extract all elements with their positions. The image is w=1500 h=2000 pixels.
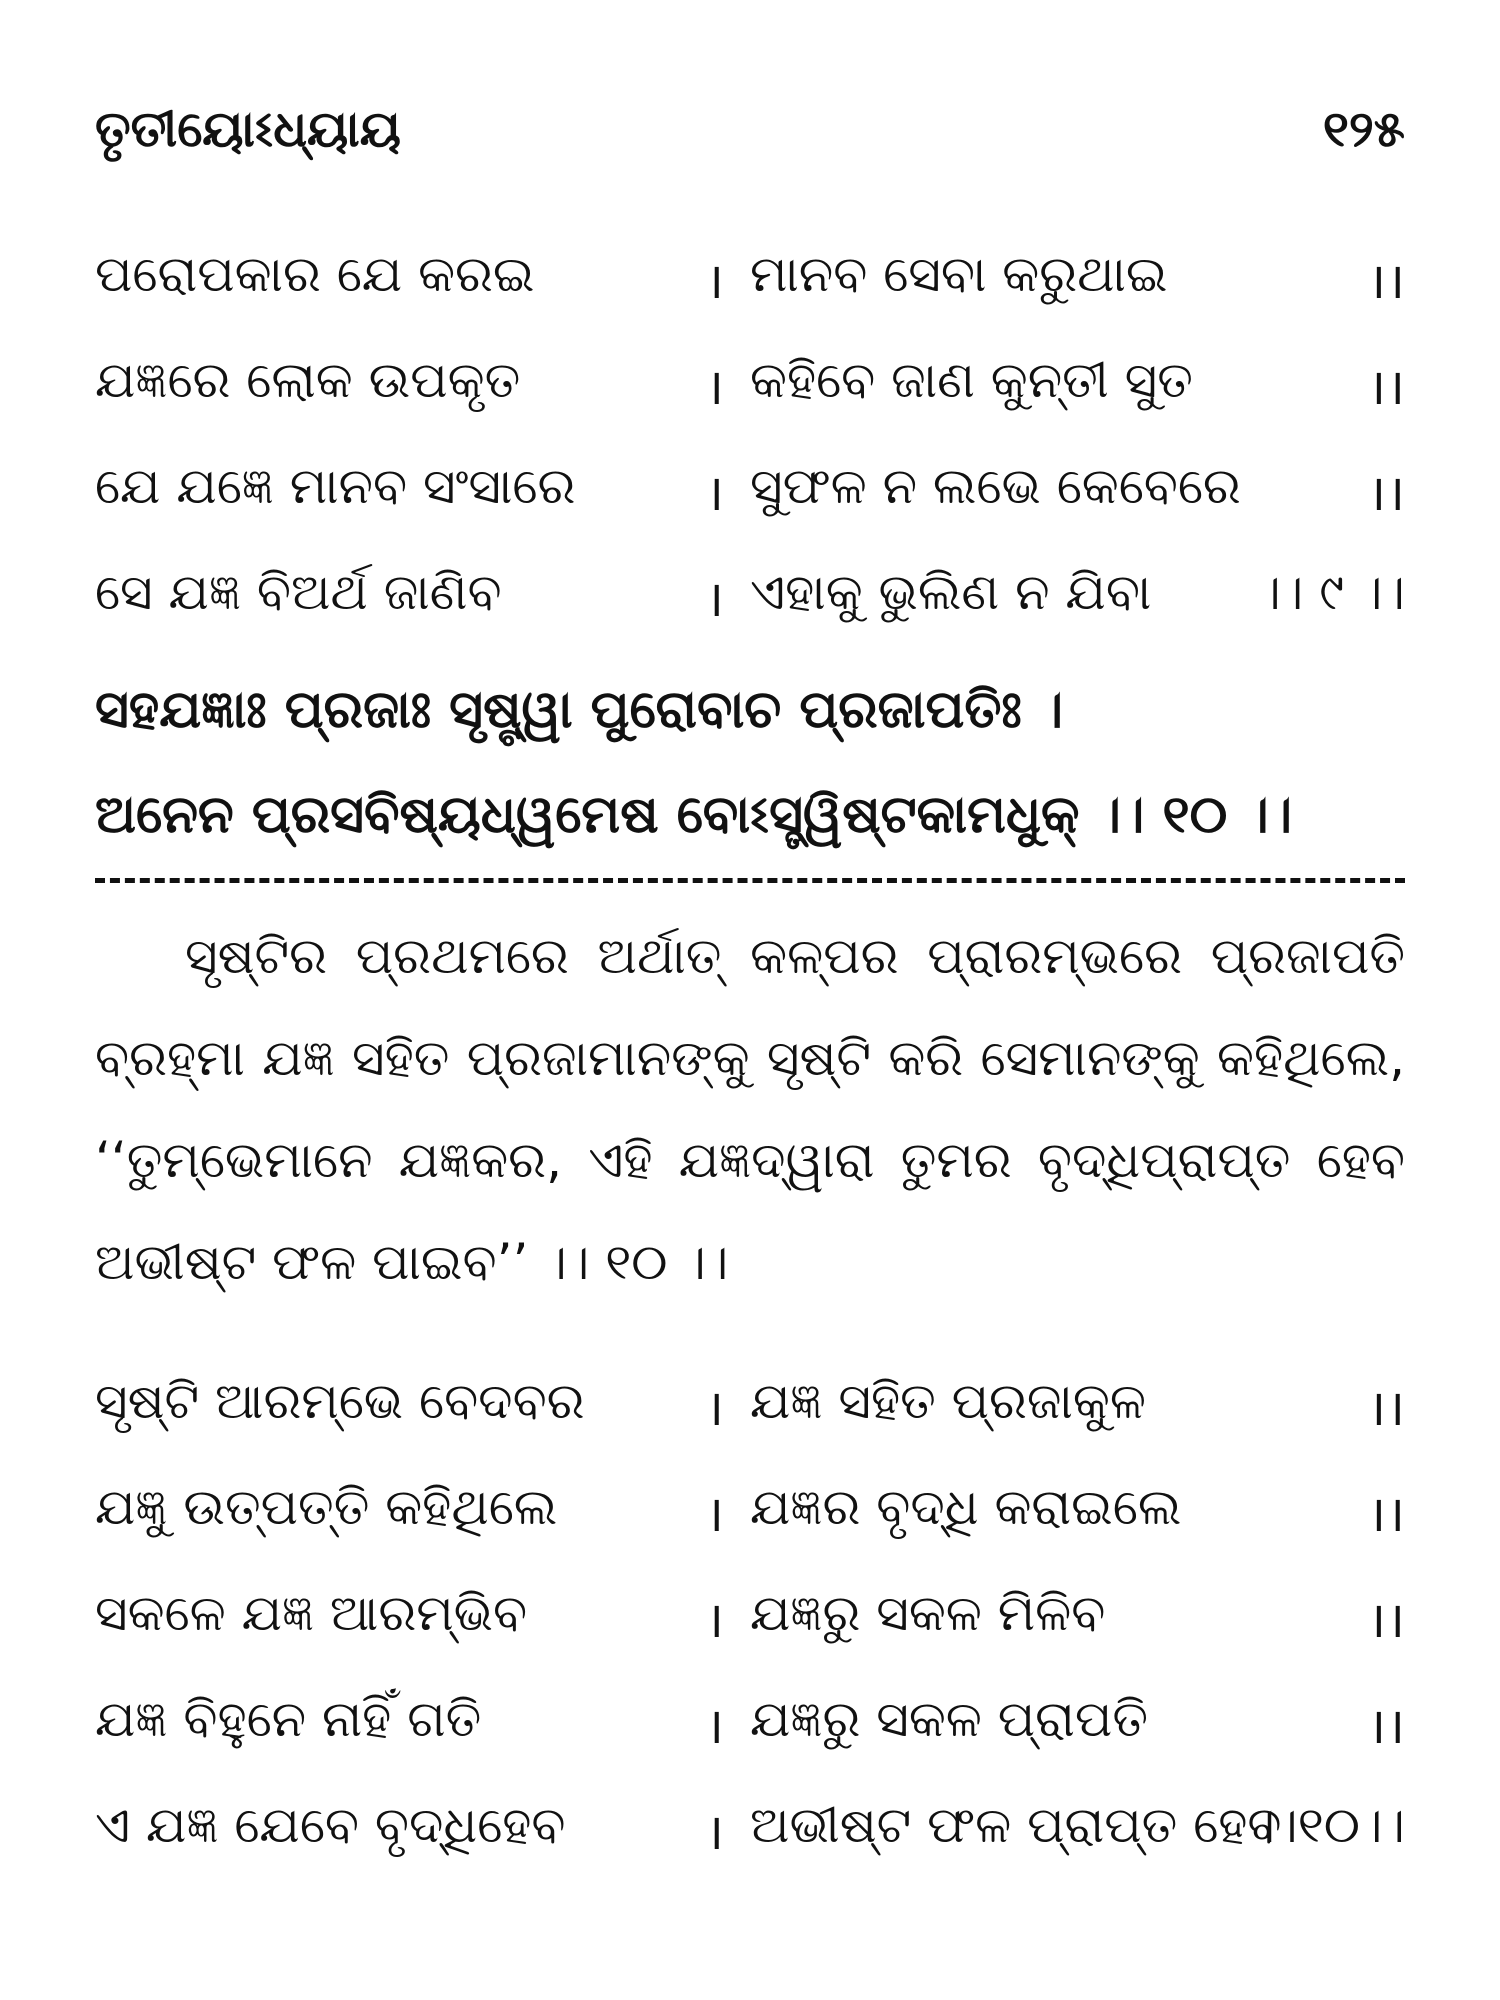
verse-right-half: ଅଭୀଷ୍ଟ ଫଳ ପ୍ରାପ୍ତ ହେବ — [750, 1796, 1282, 1854]
verse-right-half: ମାନବ ସେବା କରୁଥାଇ — [750, 245, 1168, 303]
verse-left-half: ପରୋପକାର ଯେ କରଇ — [95, 245, 535, 303]
verse-end-mark: ।। — [1367, 1485, 1405, 1543]
verse-end-mark: ।। — [1367, 1379, 1405, 1437]
verse-separator: । — [705, 358, 724, 416]
verse-separator: । — [705, 1485, 724, 1543]
verse-right-half: କହିବେ ଜାଣ କୁନ୍ତୀ ସୁତ — [750, 351, 1193, 409]
verse-end-mark: ।। — [1367, 252, 1405, 310]
verse-end-mark: ।। ୯ ।। — [1258, 563, 1405, 621]
verse-separator: । — [705, 252, 724, 310]
verse-right-half: ଏହାକୁ ଭୁଲିଣ ନ ଯିବା — [750, 563, 1152, 621]
chapter-title: ତୃତୀୟୋଽଧ୍ୟାୟ — [95, 100, 401, 158]
verse-separator: । — [705, 1591, 724, 1649]
verse-line — [95, 1690, 1405, 1760]
verse-left-half: ସୃଷ୍ଟି ଆରମ୍ଭେ ବେଦବର — [95, 1372, 585, 1430]
verse-end-mark: ।। — [1367, 358, 1405, 416]
verse-right-half: ଯଜ୍ଞରୁ ସକଳ ମିଳିବ — [750, 1584, 1106, 1642]
verse-line — [95, 563, 1405, 633]
verse-left-half: ଯଜ୍ଞୁ ଉତ୍ପତ୍ତି କହିଥିଲେ — [95, 1478, 558, 1536]
page-number: ୧୨୫ — [1322, 100, 1405, 158]
verse-line — [95, 351, 1405, 421]
verse-end-mark: ।।୧୦।। — [1252, 1796, 1405, 1854]
verse-line — [95, 1372, 1405, 1442]
verse-line — [95, 1478, 1405, 1548]
verse-line — [95, 1796, 1405, 1866]
verse-right-half: ଯଜ୍ଞ ସହିତ ପ୍ରଜାକୁଳ — [750, 1372, 1146, 1430]
verse-right-half: ଯଜ୍ଞରୁ ସକଳ ପ୍ରାପତି — [750, 1690, 1148, 1748]
verse-separator: । — [705, 570, 724, 628]
commentary-paragraph: ସୃଷ୍ଟିର ପ୍ରଥମରେ ଅର୍ଥାତ୍ କଳ୍ପର ପ୍ରାରମ୍ଭରେ ପ୍ରଜାପତି ବ୍ରହ୍ମା ଯଜ୍ଞ ସହିତ ପ୍ରଜାମାନଙ୍କୁ ସୃଷ୍ଟି କରି ସେମାନଙ୍କୁ କହିଥିଲେ, ‘‘ତୁମ୍ଭେମାନେ ଯଜ୍ଞକର, ଏହି ଯଜ୍ଞଦ୍ୱାରା ତୁମର ବୃଦ୍ଧିପ୍ରାପ୍ତ ହେବ ଅଭୀଷ୍ଟ ଫଳ ପାଇବ’’ ।। ୧୦ ।। — [95, 927, 1405, 1291]
verse-left-half: ସକଳେ ଯଜ୍ଞ ଆରମ୍ଭିବ — [95, 1584, 528, 1642]
verse-end-mark: ।। — [1367, 1591, 1405, 1649]
dashed-divider — [95, 878, 1405, 883]
verse-line — [95, 1584, 1405, 1654]
verse-line — [95, 245, 1405, 315]
verse-separator: । — [705, 464, 724, 522]
verse-right-half: ଯଜ୍ଞର ବୃଦ୍ଧି କରାଇଲେ — [750, 1478, 1182, 1536]
verse-right-half: ସୁଫଳ ନ ଲଭେ କେବେରେ — [750, 457, 1241, 515]
verse-separator: । — [705, 1379, 724, 1437]
sanskrit-shloka-line-2: ଅନେନ ପ୍ରସବିଷ୍ୟଧ୍ୱମେଷ ବୋଽସ୍ତ୍ୱିଷ୍ଟକାମଧୁକ୍ ।। ୧୦ ।। — [95, 785, 1293, 845]
sanskrit-shloka-line-1: ସହଯଜ୍ଞାଃ ପ୍ରଜାଃ ସୃଷ୍ଟ୍ୱା ପୁରୋବାଚ ପ୍ରଜାପତିଃ । — [95, 680, 1064, 740]
verse-end-mark: ।। — [1367, 464, 1405, 522]
page-header — [95, 100, 1405, 180]
verse-separator: । — [705, 1803, 724, 1861]
verse-left-half: ଯଜ୍ଞ ବିହୁନେ ନାହିଁ ଗତି — [95, 1690, 482, 1748]
verse-left-half: ସେ ଯଜ୍ଞ ବିଅର୍ଥ ଜାଣିବ — [95, 563, 502, 621]
verse-end-mark: ।। — [1367, 1697, 1405, 1755]
verse-left-half: ଯେ ଯଜ୍ଞେ ମାନବ ସଂସାରେ — [95, 457, 576, 515]
verse-left-half: ଏ ଯଜ୍ଞ ଯେବେ ବୃଦ୍ଧିହେବ — [95, 1796, 566, 1854]
verse-left-half: ଯଜ୍ଞରେ ଲୋକ ଉପକୃତ — [95, 351, 521, 409]
verse-separator: । — [705, 1697, 724, 1755]
verse-line — [95, 457, 1405, 527]
